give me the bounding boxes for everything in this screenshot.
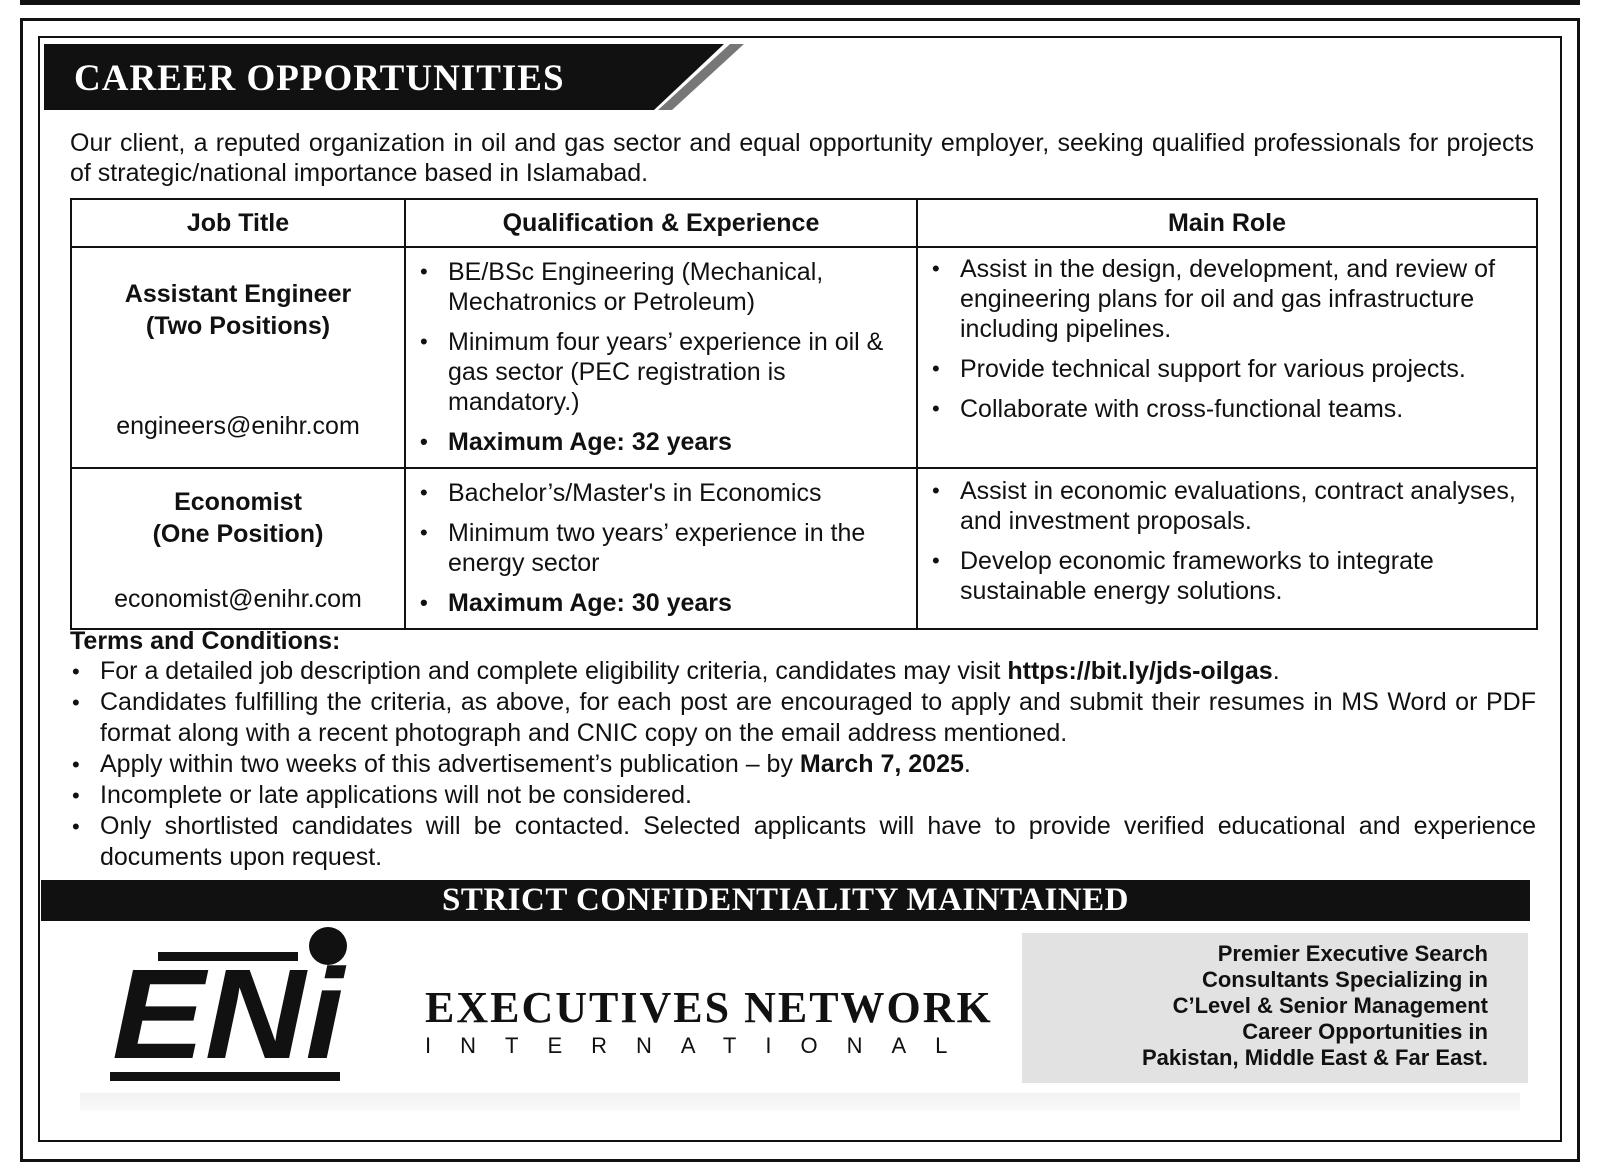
column-header: Qualification & Experience — [405, 199, 917, 247]
list-item: • Bachelor’s/Master's in Economics — [448, 478, 916, 508]
qualification-cell — [405, 247, 917, 468]
table-header-row — [71, 199, 1537, 247]
list-item: • Minimum two years’ experience in the energy sector — [448, 518, 916, 578]
eni-logo — [110, 924, 360, 1084]
list-item: • Candidates fulfilling the criteria, as above, for each post are encouraged to apply and submit their resumes in MS Word or PDF format along with a recent photograph and CNIC copy on the email address mentioned. — [100, 687, 1536, 749]
jobs-table — [70, 198, 1538, 630]
terms-section — [70, 626, 1536, 873]
list-item: • Provide technical support for various projects. — [960, 354, 1536, 384]
bottom-shade — [80, 1093, 1520, 1111]
job-title: Economist — [174, 488, 302, 516]
header-banner — [44, 44, 744, 110]
job-positions: (Two Positions) — [145, 312, 331, 340]
job-title: Assistant Engineer — [124, 280, 352, 308]
list-item: • Incomplete or late applications will not be considered. — [100, 780, 1536, 811]
eni-logo-graphic — [110, 924, 360, 1084]
terms-text: Apply within two weeks of this advertisement’s publication – by — [100, 750, 800, 778]
list-item: • Minimum four years’ experience in oil & gas sector (PEC registration is mandatory.) — [448, 327, 916, 417]
role-cell — [917, 247, 1537, 468]
job-title-cell — [71, 468, 405, 629]
confidentiality-bar: STRICT CONFIDENTIALITY MAINTAINED — [41, 880, 1530, 921]
tagline-line: Pakistan, Middle East & Far East. — [1141, 1045, 1488, 1070]
list-item: • Assist in economic evaluations, contract analyses, and investment proposals. — [960, 476, 1536, 536]
role-cell — [917, 468, 1537, 629]
deadline-date: March 7, 2025 — [799, 750, 964, 778]
list-item: • Maximum Age: 32 years — [448, 427, 916, 457]
list-item: • Develop economic frameworks to integrate sustainable energy solutions. — [960, 546, 1536, 606]
top-rule — [20, 0, 1580, 5]
tagline-box — [1022, 933, 1528, 1083]
job-title-cell — [71, 247, 405, 468]
job-positions: (One Position) — [152, 520, 324, 548]
jd-link[interactable]: https://bit.ly/jds-oilgas — [1007, 657, 1273, 685]
terms-text: . — [963, 750, 971, 778]
tagline-line: Premier Executive Search — [1217, 941, 1488, 966]
qualification-cell — [405, 468, 917, 629]
list-item: • BE/BSc Engineering (Mechanical, Mechatronics or Petroleum) — [448, 257, 916, 317]
brand-subtitle: INTERNATIONAL — [425, 1033, 977, 1058]
list-item: • Collaborate with cross-functional teams. — [960, 394, 1536, 424]
list-item: • Only shortlisted candidates will be contacted. Selected applicants will have to provide verified educational and experience documents upon request. — [100, 811, 1536, 873]
terms-text: . — [1272, 657, 1280, 685]
tagline-line: Consultants Specializing in — [1201, 967, 1488, 992]
tagline-text — [1142, 941, 1488, 1071]
svg-text:ENi: ENi — [112, 943, 347, 1084]
table-row — [71, 468, 1537, 629]
page-title: CAREER OPPORTUNITIES — [74, 58, 565, 99]
brand-name: EXECUTIVES NETWORK — [425, 983, 993, 1032]
job-email: economist@enihr.com — [114, 585, 362, 613]
list-item: • Maximum Age: 30 years — [448, 588, 916, 618]
list-item: • Assist in the design, development, and review of engineering plans for oil and gas infrastructure including pipelines. — [960, 254, 1536, 344]
column-header: Main Role — [917, 199, 1537, 247]
list-item — [100, 749, 1536, 780]
table-row — [71, 247, 1537, 468]
terms-text: For a detailed job description and complete eligibility criteria, candidates may visit — [100, 657, 1008, 685]
intro-paragraph: Our client, a reputed organization in oil and gas sector and equal opportunity employer, seeking qualified professionals for projects of strategic/national importance based in Islamabad. — [70, 129, 1534, 187]
tagline-line: C’Level & Senior Management — [1172, 993, 1488, 1018]
job-email: engineers@enihr.com — [116, 412, 360, 440]
list-item — [100, 656, 1536, 687]
terms-title: Terms and Conditions: — [70, 627, 341, 655]
tagline-line: Career Opportunities in — [1242, 1019, 1488, 1044]
column-header: Job Title — [71, 199, 405, 247]
